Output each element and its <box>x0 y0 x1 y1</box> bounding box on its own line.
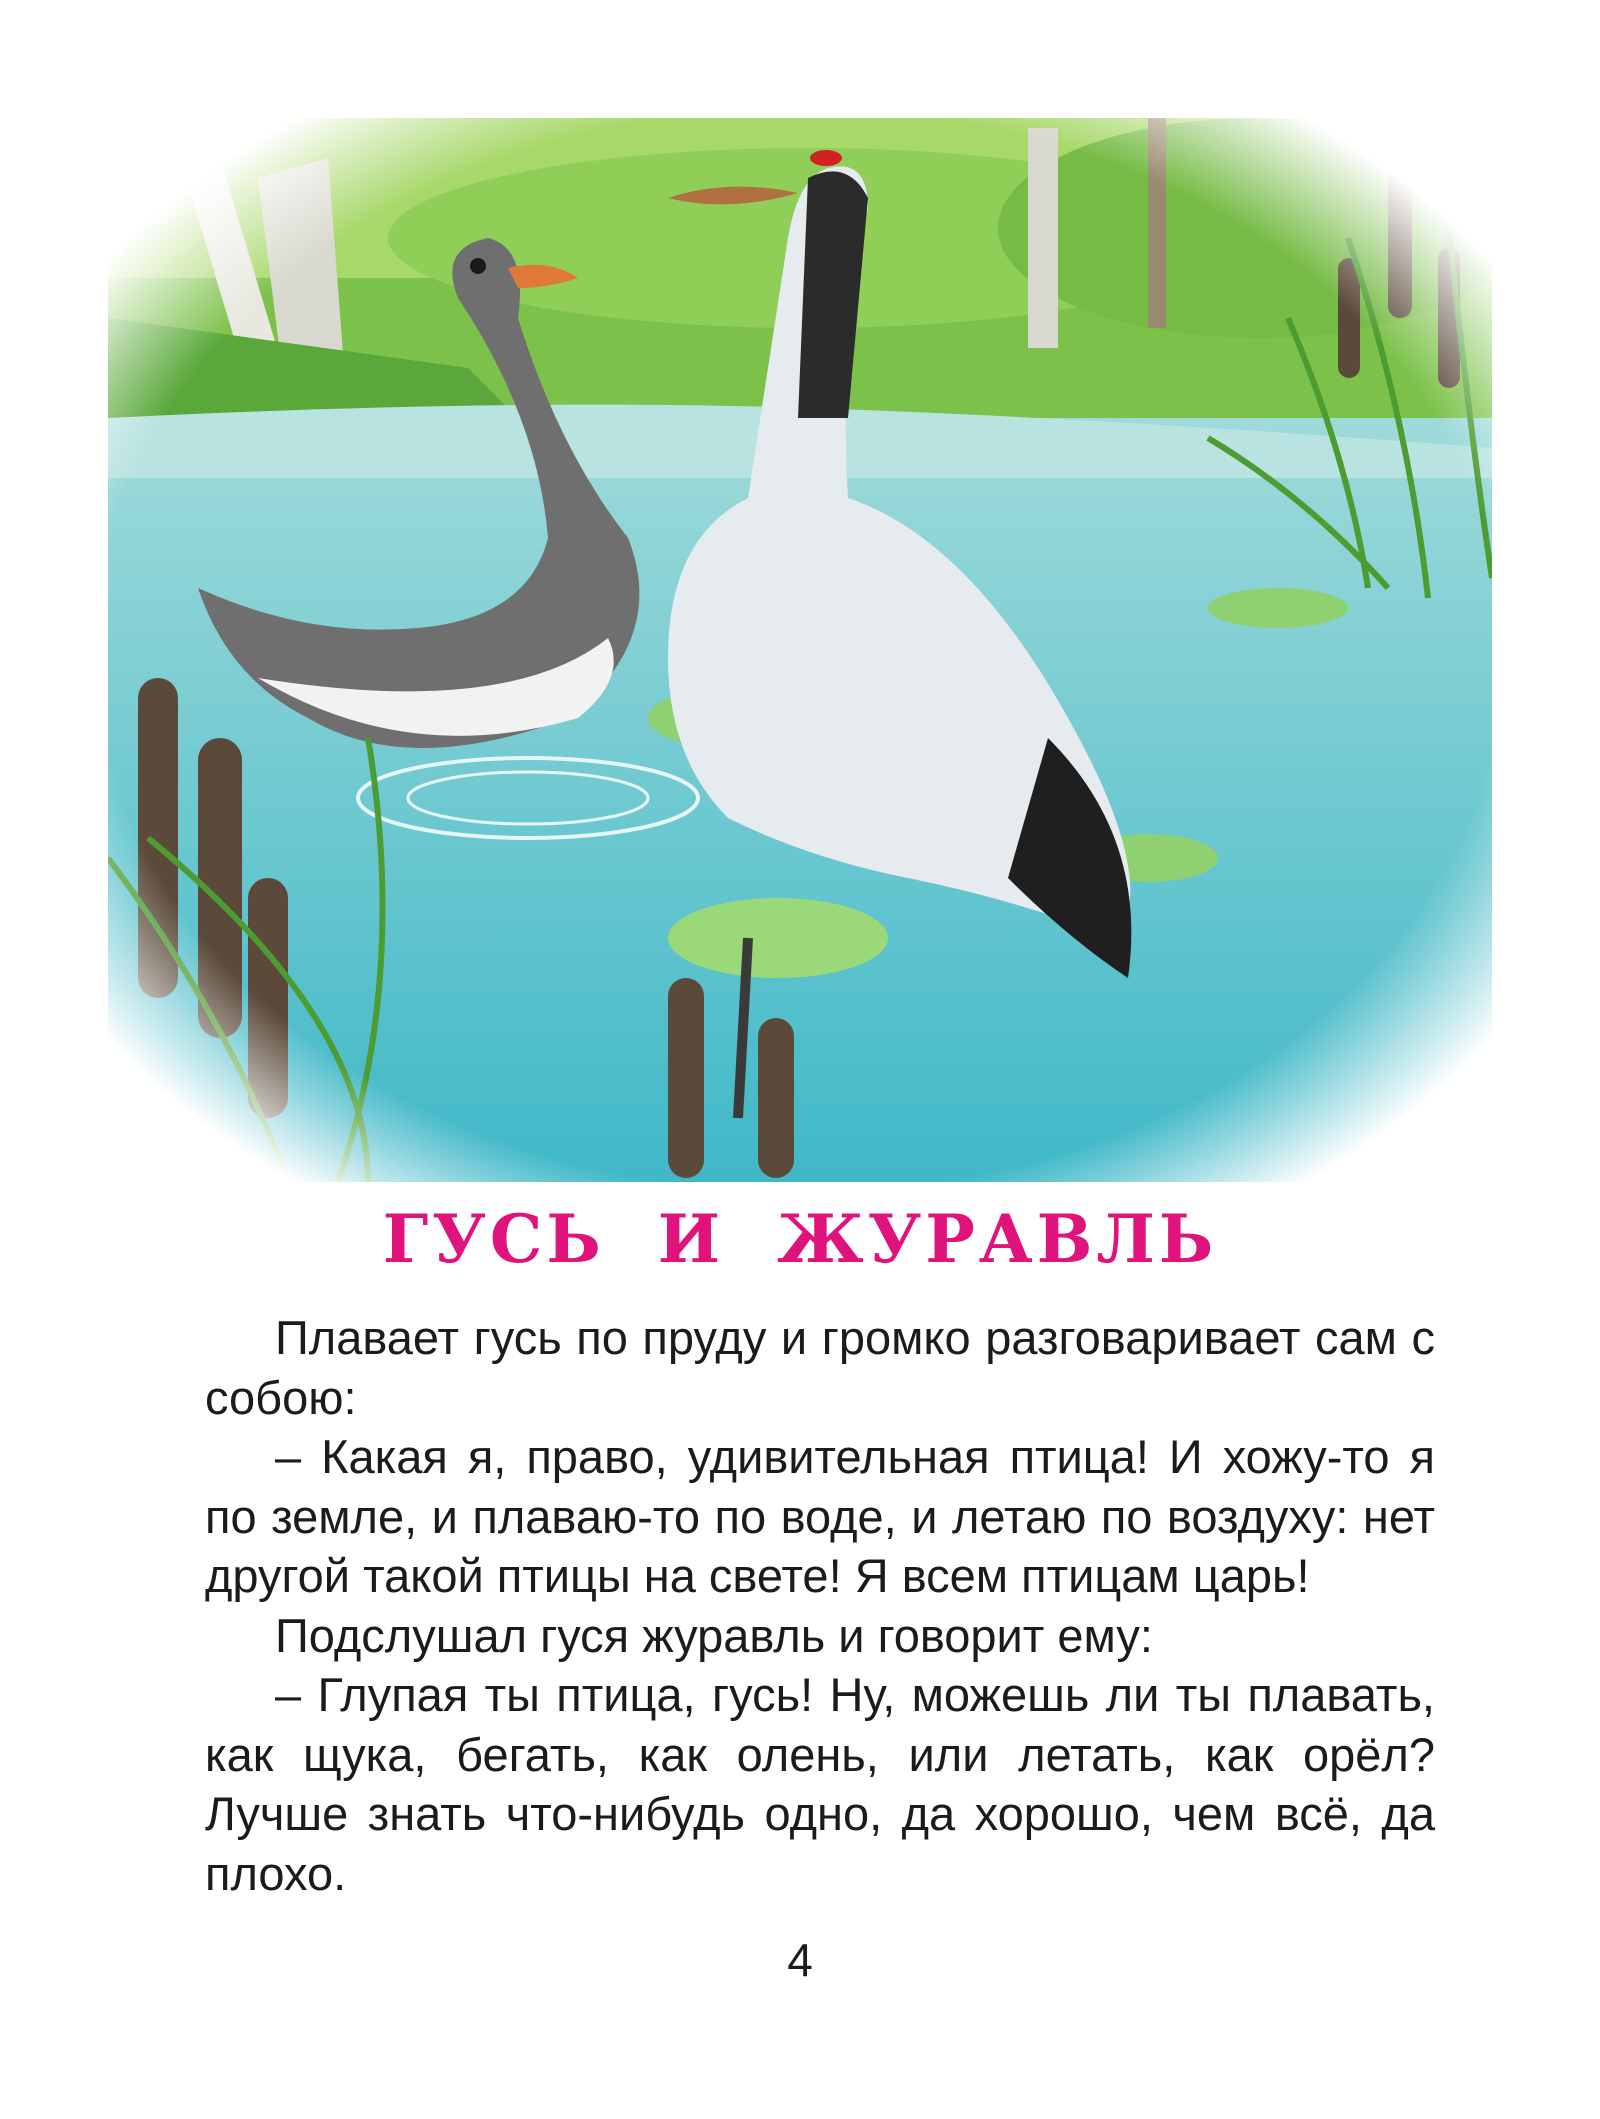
story-text <box>205 1308 1435 1903</box>
story-paragraph: – Какая я, право, удивительная птица! И хожу-то я по земле, и плаваю-то по воде, и летаю по воздуху: нет другой такой птицы на свете! Я всем птицам царь! <box>205 1430 1435 1602</box>
story-paragraph: Плавает гусь по пруду и громко разговаривает сам с собою: <box>205 1311 1435 1424</box>
story-paragraph: – Глупая ты птица, гусь! Ну, можешь ли ты плавать, как щука, бегать, как олень, или летать, как орёл? Лучше знать что-нибудь одно, да хорошо, чем всё, да плохо. <box>205 1668 1435 1900</box>
story-illustration <box>108 118 1492 1182</box>
page-number: 4 <box>787 1934 813 1986</box>
story-paragraph: Подслушал гуся журавль и говорит ему: <box>275 1608 1153 1662</box>
goose-crane-pond-picture <box>108 118 1492 1182</box>
story-title: ГУСЬ И ЖУРАВЛЬ <box>382 1200 1218 1278</box>
